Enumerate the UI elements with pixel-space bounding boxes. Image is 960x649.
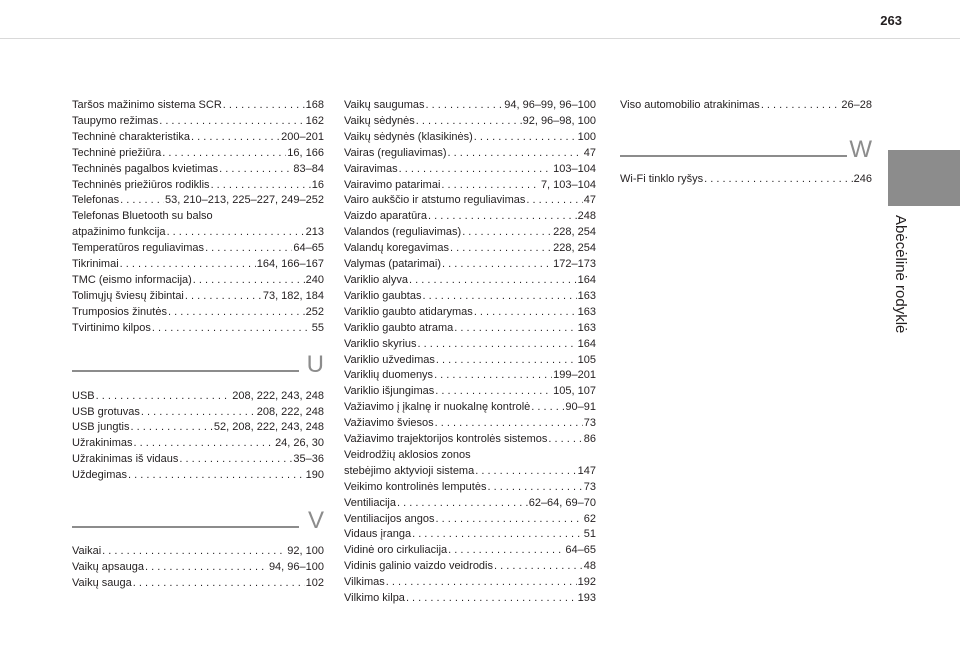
index-entry-pages: 163 [577, 305, 596, 318]
dot-leader [386, 575, 577, 591]
index-entry [72, 544, 324, 560]
dot-leader [475, 464, 576, 480]
dot-leader [474, 130, 577, 146]
dot-leader [133, 576, 305, 592]
index-entry-term: Wi-Fi tinklo ryšys [620, 172, 704, 185]
dot-leader [435, 384, 552, 400]
dot-leader [168, 305, 305, 321]
index-entry [72, 225, 324, 241]
index-entry-term: Vaikų sėdynės [344, 114, 415, 127]
dot-leader [435, 416, 583, 432]
index-entry [344, 273, 596, 289]
index-entry [72, 305, 324, 321]
dot-leader [397, 496, 528, 512]
dot-leader [406, 591, 577, 607]
index-entry [344, 384, 596, 400]
index-entry-term: USB jungtis [72, 421, 130, 434]
index-entry-pages: 7, 103–104 [540, 178, 596, 191]
side-tab-label-wrap [887, 215, 913, 415]
index-entry-pages: 62–64, 69–70 [528, 496, 596, 509]
section-letter: W [849, 135, 872, 163]
index-entry-term: Važiavimo į įkalnę ir nuokalnę kontrolė [344, 401, 531, 414]
index-entry-term: Variklio gaubtas [344, 289, 422, 302]
index-entry-pages: 100 [577, 130, 596, 143]
index-entry-term: Taupymo režimas [72, 114, 159, 127]
index-entry [344, 496, 596, 512]
index-entry-term: Telefonas [72, 194, 120, 207]
index-entry-term: Tikrinimai [72, 258, 119, 271]
section-header-w [620, 114, 872, 172]
index-entry-term: Vaizdo aparatūra [344, 210, 427, 223]
dot-leader [412, 527, 583, 543]
index-entry-term: Važiavimo šviesos [344, 417, 434, 430]
index-entry [620, 172, 872, 188]
index-entry [72, 273, 324, 289]
index-entry-term: Vairas (reguliavimas) [344, 146, 447, 159]
index-entry-term: Variklio išjungimas [344, 385, 435, 398]
index-entry-pages: 62 [583, 512, 596, 525]
index-entry-term: Variklio gaubto atrama [344, 321, 454, 334]
index-entry [344, 305, 596, 321]
index-entry-term: Vilkimas [344, 576, 385, 589]
index-entry-term: Vidinis galinio vaizdo veidrodis [344, 560, 493, 573]
index-entry-term: Ventiliacija [344, 496, 396, 509]
index-entry-term: Veidrodžių aklosios zonos [344, 448, 471, 461]
index-entry-term: USB [72, 389, 95, 402]
index-entry-term: Valandų koregavimas [344, 242, 449, 255]
index-entry [72, 389, 324, 405]
dot-leader [548, 432, 582, 448]
index-entry-term: Variklio alyva [344, 273, 408, 286]
index-entry [72, 468, 324, 484]
section-letter: U [306, 350, 324, 378]
dot-leader [474, 305, 577, 321]
index-entry-term: Veikimo kontrolinės lemputės [344, 480, 487, 493]
dot-leader [487, 480, 582, 496]
index-entry [344, 337, 596, 353]
index-entry-term: Telefonas Bluetooth su balso [72, 210, 213, 223]
index-entry [344, 257, 596, 273]
index-column-3 [620, 98, 872, 188]
dot-leader [416, 114, 522, 130]
index-entry-pages: 26–28 [841, 99, 872, 111]
index-entry-pages: 64–65 [293, 242, 324, 255]
index-entry [344, 162, 596, 178]
dot-leader [448, 146, 583, 162]
index-entry-pages: 163 [577, 321, 596, 334]
index-entry-term: Variklio užvedimas [344, 353, 435, 366]
index-entry-term: Vaikų saugumas [344, 99, 425, 111]
index-entry [72, 209, 324, 225]
dot-leader [130, 420, 212, 436]
dot-leader [159, 114, 304, 130]
dot-leader [120, 193, 164, 209]
dot-leader [205, 241, 292, 257]
index-group-v-cont [344, 98, 596, 607]
index-entry-pages: 228, 254 [553, 226, 596, 239]
section-divider [72, 370, 299, 372]
index-entry [620, 98, 872, 114]
dot-leader [454, 321, 576, 337]
index-entry-term: Ventiliacijos angos [344, 512, 435, 525]
index-entry [72, 98, 324, 114]
dot-leader [450, 241, 552, 257]
index-entry [72, 289, 324, 305]
index-entry [344, 225, 596, 241]
dot-leader [436, 353, 577, 369]
index-entry-term: Temperatūros reguliavimas [72, 242, 205, 255]
index-entry-pages: 164, 166–167 [256, 258, 324, 271]
dot-leader [442, 257, 552, 273]
index-entry-term: USB grotuvas [72, 405, 140, 418]
dot-leader [436, 512, 583, 528]
index-entry [344, 527, 596, 543]
index-column-1 [72, 98, 324, 592]
dot-leader [191, 130, 280, 146]
index-entry-term: Uždegimas [72, 469, 128, 482]
dot-leader [120, 257, 256, 273]
dot-leader [152, 321, 311, 337]
index-entry [72, 576, 324, 592]
index-group-u [72, 389, 324, 484]
index-entry-pages: 94, 96–99, 96–100 [504, 99, 596, 111]
index-entry [72, 162, 324, 178]
dot-leader [704, 172, 853, 188]
index-entry-pages: 90–91 [565, 401, 596, 414]
index-entry-pages: 94, 96–100 [268, 560, 324, 573]
index-group-v [72, 544, 324, 592]
dot-leader [422, 289, 576, 305]
index-entry-pages: 16, 166 [287, 146, 324, 159]
index-entry-pages: 208, 222, 243, 248 [232, 389, 324, 402]
index-entry [344, 512, 596, 528]
index-entry [344, 209, 596, 225]
index-entry-term: Variklio skyrius [344, 337, 417, 350]
index-entry-pages: 172–173 [553, 258, 596, 271]
dot-leader [223, 98, 305, 114]
index-entry-pages: 105, 107 [553, 385, 596, 398]
dot-leader [128, 468, 305, 484]
index-entry [72, 241, 324, 257]
index-entry [72, 405, 324, 421]
index-entry [344, 559, 596, 575]
dot-leader [399, 162, 553, 178]
index-entry [72, 321, 324, 337]
index-entry-term: Vairavimas [344, 162, 398, 175]
index-entry-term: Tolimųjų šviesų žibintai [72, 289, 184, 302]
index-entry-term: Variklių duomenys [344, 369, 434, 382]
index-entry-pages: 208, 222, 248 [256, 405, 324, 418]
side-tab-label: Abėcėlinė rodyklė [892, 215, 909, 334]
index-entry-term: Variklio gaubto atidarymas [344, 305, 473, 318]
index-entry-pages: 240 [305, 273, 324, 286]
dot-leader [428, 209, 577, 225]
index-entry-pages: 92, 96–98, 100 [522, 114, 596, 127]
index-entry-pages: 35–36 [293, 453, 324, 466]
index-entry-term: Techninė charakteristika [72, 130, 191, 143]
index-entry-pages: 47 [583, 146, 596, 159]
index-entry-pages: 248 [577, 210, 596, 223]
index-entry-pages: 51 [583, 528, 596, 541]
index-entry [344, 146, 596, 162]
index-entry-pages: 73 [583, 480, 596, 493]
index-entry-term: Techninė priežiūra [72, 146, 162, 159]
index-entry-pages: 164 [577, 273, 596, 286]
index-entry [72, 130, 324, 146]
index-group-t [72, 98, 324, 337]
section-header-v [72, 484, 324, 544]
index-entry [72, 114, 324, 130]
index-entry-term: Trumposios žinutės [72, 305, 167, 318]
index-entry [344, 464, 596, 480]
index-entry [344, 321, 596, 337]
index-entry [72, 436, 324, 452]
dot-leader [167, 225, 305, 241]
section-divider [620, 155, 847, 157]
index-entry-term: Vaikų apsauga [72, 560, 144, 573]
index-entry-pages: 102 [305, 576, 324, 589]
dot-leader [219, 162, 292, 178]
dot-leader [494, 559, 583, 575]
index-entry-term: atpažinimo funkcija [72, 226, 166, 239]
index-entry [344, 400, 596, 416]
index-entry [344, 193, 596, 209]
index-entry [344, 114, 596, 130]
index-entry-pages: 73 [583, 417, 596, 430]
index-entry [72, 178, 324, 194]
index-entry-pages: 103–104 [553, 162, 596, 175]
index-entry-pages: 168 [305, 99, 324, 111]
index-entry-term: Vairo aukščio ir atstumo reguliavimas [344, 194, 526, 207]
index-entry-pages: 200–201 [281, 130, 324, 143]
index-entry [72, 146, 324, 162]
index-entry-pages: 92, 100 [287, 545, 324, 558]
dot-leader [179, 452, 292, 468]
index-entry-term: Tvirtinimo kilpos [72, 321, 151, 334]
index-entry-pages: 147 [577, 464, 596, 477]
index-entry-pages: 252 [305, 305, 324, 318]
index-entry [72, 452, 324, 468]
dot-leader [102, 544, 286, 560]
index-entry-term: Vaikai [72, 545, 102, 558]
index-entry [344, 448, 596, 464]
index-column-2 [344, 98, 596, 607]
index-entry-term: Užrakinimas iš vidaus [72, 453, 179, 466]
index-entry [344, 241, 596, 257]
index-entry-pages: 213 [305, 226, 324, 239]
dot-leader [434, 368, 552, 384]
index-entry-pages: 228, 254 [553, 242, 596, 255]
index-entry-pages: 164 [577, 337, 596, 350]
index-entry [344, 543, 596, 559]
dot-leader [96, 389, 232, 405]
index-entry-pages: 163 [577, 289, 596, 302]
index-entry-term: Valandos (reguliavimas) [344, 226, 462, 239]
dot-leader [761, 98, 841, 114]
section-tab-marker [888, 150, 960, 206]
index-entry [344, 178, 596, 194]
section-divider [72, 526, 299, 528]
index-entry [344, 575, 596, 591]
index-entry [344, 289, 596, 305]
index-entry-pages: 16 [311, 178, 324, 191]
dot-leader [441, 178, 540, 194]
index-entry [72, 257, 324, 273]
index-entry-term: TMC (eismo informacija) [72, 273, 192, 286]
index-group-v-end [620, 98, 872, 114]
index-entry-pages: 246 [853, 172, 872, 185]
dot-leader [162, 146, 286, 162]
index-entry-term: Vidinė oro cirkuliacija [344, 544, 448, 557]
index-entry-term: Vilkimo kilpa [344, 592, 405, 605]
index-entry [344, 416, 596, 432]
index-entry-pages: 83–84 [293, 162, 324, 175]
section-letter: V [307, 507, 324, 535]
dot-leader [418, 337, 577, 353]
index-entry-term: Važiavimo trajektorijos kontrolės sistemos [344, 433, 548, 446]
index-entry-term: Vairavimo patarimai [344, 178, 441, 191]
index-entry-term: Viso automobilio atrakinimas [620, 99, 760, 111]
index-entry-term: Techninės pagalbos kvietimas [72, 162, 219, 175]
dot-leader [134, 436, 275, 452]
index-entry-pages: 64–65 [565, 544, 596, 557]
index-entry [344, 98, 596, 114]
index-entry [344, 480, 596, 496]
page-number: 263 [880, 13, 902, 28]
header-divider [0, 38, 960, 39]
index-entry [344, 368, 596, 384]
dot-leader [526, 193, 582, 209]
index-entry-term: Taršos mažinimo sistema SCR [72, 99, 222, 111]
index-entry-term: Vidaus įranga [344, 528, 412, 541]
dot-leader [141, 405, 256, 421]
index-entry [72, 560, 324, 576]
dot-leader [531, 400, 564, 416]
index-entry-pages: 53, 210–213, 225–227, 249–252 [164, 194, 324, 207]
index-entry-pages: 105 [577, 353, 596, 366]
index-entry-pages: 73, 182, 184 [262, 289, 324, 302]
index-entry-term: stebėjimo aktyvioji sistema [344, 464, 475, 477]
dot-leader [211, 178, 311, 194]
index-entry-term: Užrakinimas [72, 437, 133, 450]
index-entry-term: Valymas (patarimai) [344, 258, 441, 271]
index-entry [344, 432, 596, 448]
index-entry [344, 353, 596, 369]
index-entry-term: Vaikų sėdynės (klasikinės) [344, 130, 473, 143]
index-group-w [620, 172, 872, 188]
index-entry [72, 193, 324, 209]
index-entry [344, 591, 596, 607]
index-entry-term: Techninės priežiūros rodiklis [72, 178, 210, 191]
index-entry-pages: 192 [577, 576, 596, 589]
index-entry-pages: 190 [305, 469, 324, 482]
dot-leader [409, 273, 577, 289]
dot-leader [426, 98, 504, 114]
index-entry [72, 420, 324, 436]
dot-leader [185, 289, 262, 305]
dot-leader [145, 560, 268, 576]
dot-leader [462, 225, 552, 241]
dot-leader [193, 273, 305, 289]
index-entry-pages: 162 [305, 114, 324, 127]
index-entry-pages: 47 [583, 194, 596, 207]
index-entry-pages: 86 [583, 433, 596, 446]
section-header-u [72, 337, 324, 389]
index-entry-pages: 52, 208, 222, 243, 248 [213, 421, 324, 434]
index-entry-pages: 48 [583, 560, 596, 573]
index-entry-pages: 193 [577, 592, 596, 605]
index-entry-pages: 199–201 [553, 369, 596, 382]
index-entry [344, 130, 596, 146]
index-entry-pages: 55 [311, 321, 324, 334]
dot-leader [448, 543, 564, 559]
index-entry-pages: 24, 26, 30 [275, 437, 324, 450]
index-entry-term: Vaikų sauga [72, 576, 132, 589]
